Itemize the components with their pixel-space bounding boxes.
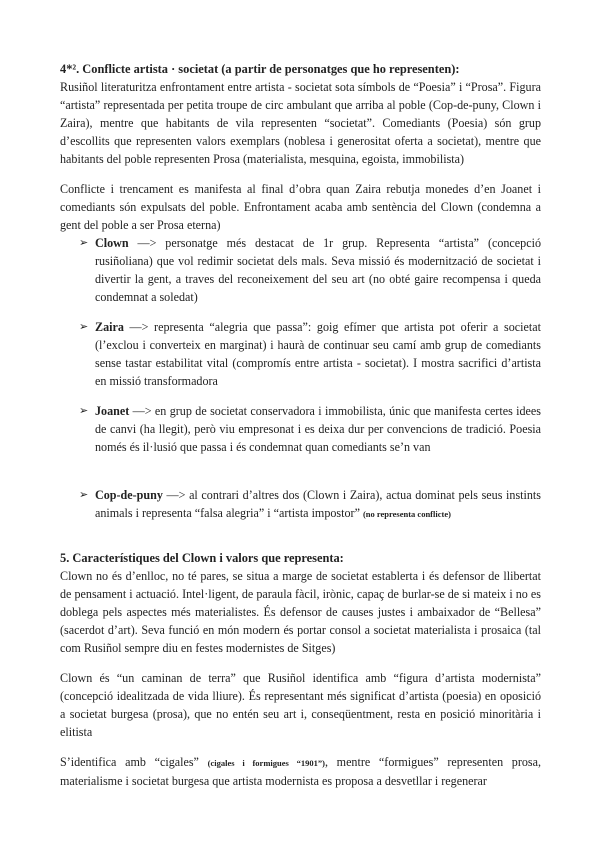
list-item-cop-de-puny [60, 486, 541, 523]
paragraph-text: S’identifica amb “cigales” [60, 755, 208, 769]
section-5-paragraph-2: Clown és “un caminan de terra” que Rusiñol identifica amb “figura d’artista modernista” (concepció idealitzada de vida lliure). És representant més significat d’artista (poesia) en oposició a societat burgesa (prosa), que no entén seu art i, conseqüentment, resta en posició minoritària i elitista [60, 671, 541, 739]
document-page [60, 60, 541, 790]
arrow-bullet-icon: ➢ [79, 320, 89, 333]
character-name: Zaira [95, 320, 124, 334]
character-description: —> al contrari d’altres dos (Clown i Zaira), actua dominat pels seus instints animals i representa “falsa alegria” i “artista impostor” [95, 488, 541, 520]
list-item-clown [60, 234, 541, 306]
spacer [60, 168, 541, 180]
spacer [60, 741, 541, 753]
arrow-bullet-icon: ➢ [79, 488, 89, 501]
character-description: —> en grup de societat conservadora i immobilista, únic que manifesta certes idees de canvi (ha llegit), però viu empresonat i es deixa dur per convencions de tradició. Poesia només és il·lusió que passa i és condemnat quan comediants se’n van [95, 404, 541, 454]
parenthetical-note: (cigales i formigues “1901”) [207, 758, 325, 768]
section-5-paragraph-3 [60, 753, 541, 790]
section-4-paragraph-1: Rusiñol literaturitza enfrontament entre artista - societat sota símbols de “Poesia” i “Prosa”. Figura “artista” representada per petita troupe de circ ambulant que arriba al poble (Cop-de-puny, Clown i Zaira), mentre que habitants de vila representen “societat”. Comediants (Poesia) són grup d’escollits que representen valors exemplars (noblesa i generositat oferta a societat), mentre que habitants del poble representen Prosa (materialista, mesquina, egoista, immobilista) [60, 80, 541, 166]
list-item-zaira [60, 318, 541, 390]
spacer [60, 657, 541, 669]
arrow-bullet-icon: ➢ [79, 404, 89, 417]
character-name: Joanet [95, 404, 130, 418]
section-5-paragraph-1: Clown no és d’enlloc, no té pares, se situa a marge de societat establerta i és defensor de llibertat de pensament i actuació. Intel·ligent, de paraula fàcil, irònic, capaç de burlar-se de si mateix i no es doblega pels aspectes més materialistes. És defensor de causes justes i ambaixador de “Bellesa” (sacerdot d’art). Seva funció en món modern és portar consol a societat materialista i prosaica (tal com Rusiñol sempre diu en festes modernistes de Sitges) [60, 569, 541, 655]
section-5-heading: 5. Característiques del Clown i valors que representa: [60, 551, 344, 565]
character-note: (no representa conflicte) [362, 509, 451, 519]
list-item-joanet [60, 402, 541, 456]
paragraph-text: , mentre “formigues” representen prosa, materialisme i societat burgesa que artista modernista es proposa a desvetllar i regenerar [60, 755, 542, 788]
section-4-heading: 4*². Conflicte artista · societat (a partir de personatges que ho representen): [60, 62, 460, 76]
character-description: —> representa “alegria que passa”: goig efímer que artista pot oferir a societat (l’exclou i converteix en marginat) i haurà de continuar seu camí amb grup de comediants sense tastar estabilitat vital (compromís entre artista - societat). I mostra sacrifici d’artista en missió transformadora [95, 320, 541, 388]
spacer [60, 523, 541, 549]
character-description: —> personatge més destacat de 1r grup. Representa “artista” (concepció rusiñoliana) que vol redimir societat dels mals. Seva missió és modernització de societat i divertir la gent, a traves del reconeixement del seu art (no obté gaire recompensa i queda condemnat a soledat) [95, 236, 541, 304]
character-name: Clown [95, 236, 129, 250]
arrow-bullet-icon: ➢ [79, 236, 89, 249]
character-name: Cop-de-puny [95, 488, 163, 502]
character-list [60, 234, 541, 523]
section-4-paragraph-2: Conflicte i trencament es manifesta al final d’obra quan Zaira rebutja monedes d’en Joanet i comediants són expulsats del poble. Enfrontament acaba amb sentència del Clown (condemna a gent del poble a ser Prosa eterna) [60, 182, 541, 232]
